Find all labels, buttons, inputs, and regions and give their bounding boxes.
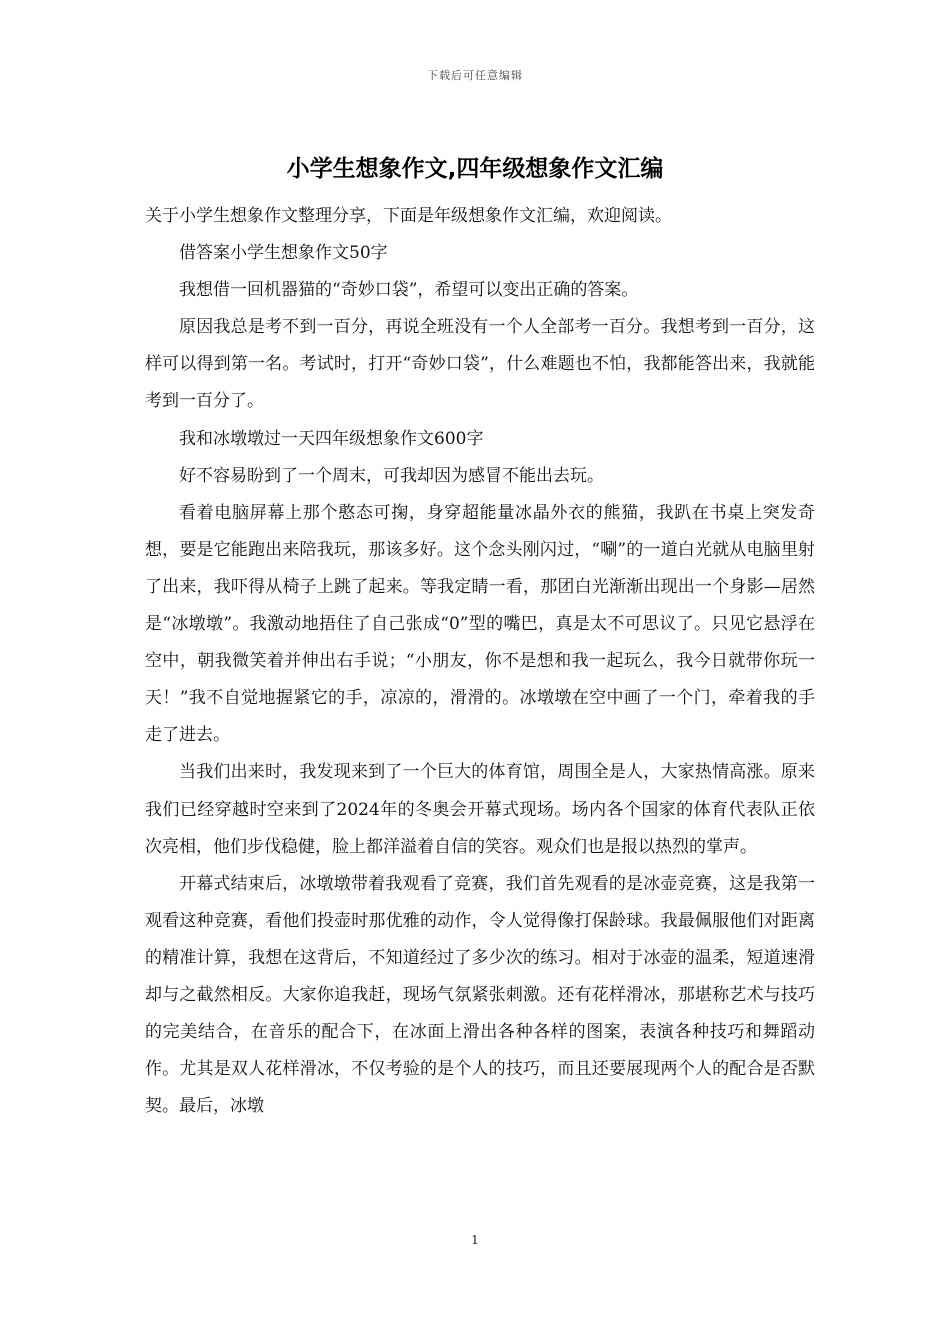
essay-heading: 我和冰墩墩过一天四年级想象作文600字 xyxy=(179,428,484,449)
body-paragraph: 原因我总是考不到一百分，再说全班没有一个人全部考一百分。我想考到一百分，这样可以得到第一名。考试时，打开“奇妙口袋”，什么难题也不怕，我都能答出来，我就能考到一百分了。 xyxy=(145,317,815,412)
body-paragraph: 开幕式结束后，冰墩墩带着我观看了竞赛，我们首先观看的是冰壶竞赛，这是我第一观看这种竞赛，看他们投壶时那优雅的动作，令人觉得像打保龄球。我最佩服他们对距离的精准计算，我想在这背后，不知道经过了多少次的练习。相对于冰壶的温柔，短道速滑却与之截然相反。大家你追我赶，现场气氛紧张刺激。还有花样滑冰，那堪称艺术与技巧的完美结合，在音乐的配合下，在冰面上滑出各种各样的图案，表演各种技巧和舞蹈动作。尤其是双人花样滑冰，不仅考验的是个人的技巧，而且还要展现两个人的配合是否默契。最后，冰墩 xyxy=(145,873,815,1117)
page-number: 1 xyxy=(471,1233,479,1247)
essay-heading: 借答案小学生想象作文50字 xyxy=(179,243,388,264)
body-paragraph: 当我们出来时，我发现来到了一个巨大的体育馆，周围全是人，大家热情高涨。原来我们已经穿越时空来到了2024年的冬奥会开幕式现场。场内各个国家的体育代表队正依次亮相，他们步伐稳健，脸上都洋溢着自信的笑容。观众们也是报以热烈的掌声。 xyxy=(145,762,815,857)
document-body xyxy=(145,198,815,1125)
header-note: 下载后可任意编辑 xyxy=(427,69,523,82)
body-paragraph: 好不容易盼到了一个周末，可我却因为感冒不能出去玩。 xyxy=(179,465,604,486)
body-paragraph: 看着电脑屏幕上那个憨态可掬，身穿超能量冰晶外衣的熊猫，我趴在书桌上突发奇想，要是它能跑出来陪我玩，那该多好。这个念头刚闪过，“唰”的一道白光就从电脑里射了出来，我吓得从椅子上跳了起来。等我定睛一看，那团白光渐渐出现出一个身影—居然是“冰墩墩”。我激动地捂住了自己张成“0”型的嘴巴，真是太不可思议了。只见它悬浮在空中，朝我微笑着并伸出右手说；“小朋友，你不是想和我一起玩么，我今日就带你玩一天！”我不自觉地握紧它的手，凉凉的，滑滑的。冰墩墩在空中画了一个门，牵着我的手走了进去。 xyxy=(145,502,815,746)
intro-paragraph: 关于小学生想象作文整理分享，下面是年级想象作文汇编，欢迎阅读。 xyxy=(145,206,672,226)
body-paragraph: 我想借一回机器猫的“奇妙口袋”，希望可以变出正确的答案。 xyxy=(179,280,639,301)
document-title: 小学生想象作文,四年级想象作文汇编 xyxy=(286,156,664,182)
